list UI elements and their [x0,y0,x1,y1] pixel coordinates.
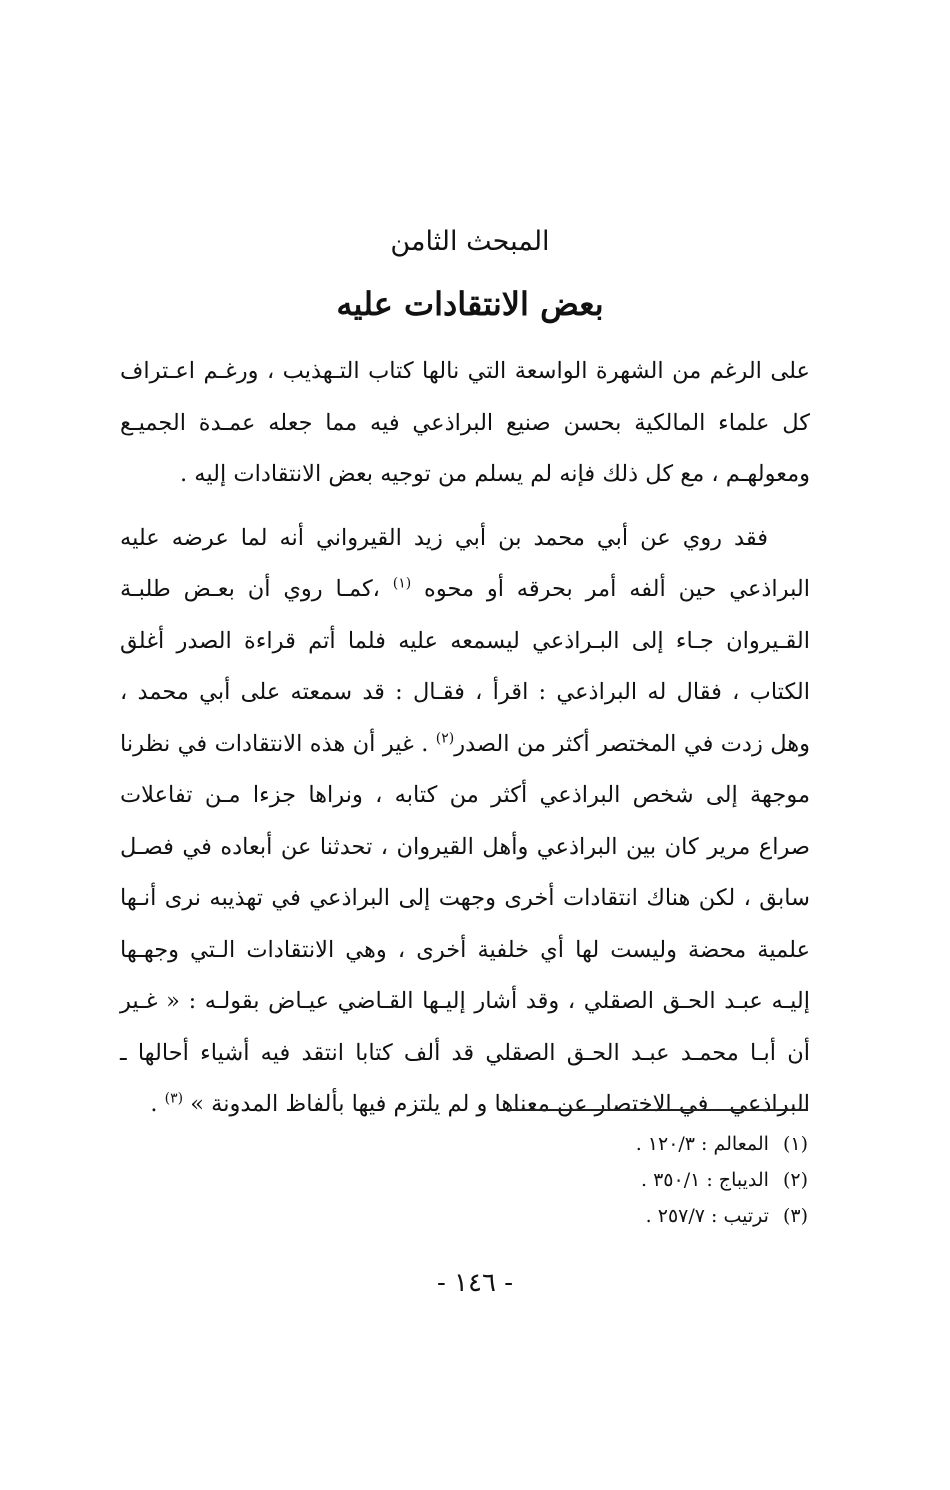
paragraph-1: على الرغم من الشهرة الواسعة التي نالها كتاب التـهذيب ، ورغـم اعـتراف كل علماء المالكية بحسن صنيع البراذعي فيه مما جعله عمـدة الجميـع ومعولهـم ، مع كل ذلك فإنه لم يسلم من توجيه بعض الانتقادات إليه . [120,358,810,487]
page-number: - ١٤٦ - [436,1268,514,1298]
footnote-text: المعالم : ١٢٠/٣ . [635,1133,769,1155]
footnote-number: (٢) [782,1169,808,1191]
body-text [120,346,810,1131]
section-subtitle: بعض الانتقادات عليه [336,285,604,323]
footnote-ref-1[interactable]: (١) [392,575,412,592]
section-title: المبحث الثامن [390,226,550,257]
footnote-text: ترتيب : ٢٥٧/٧ . [645,1205,769,1227]
footnote-ref-2[interactable]: (٢) [435,730,455,746]
paragraph-2-part-4: . [150,1091,165,1117]
footnote-number: (٣) [782,1205,808,1227]
footnote-text: الديباج : ٣٥٠/١ . [641,1169,769,1191]
paragraph-2-part-1: فقد روي عن أبي محمد بن أبي زيد القيرواني أنه لما عرضه عليه البراذعي حين ألفه أمر بحرقه أو محوه [120,524,810,602]
footnote-3 [208,1198,808,1234]
paragraph-2 [120,513,810,1131]
chapter-heading [0,222,950,328]
footnotes [208,1126,808,1234]
footnote-divider [508,1109,808,1111]
footnote-number: (١) [782,1133,808,1155]
paragraph-2-part-2: ،كمـا روي أن بعـض طلبـة القـيروان جـاء إلى البـراذعي ليسمعه عليه فلما أتم قراءة الصدر أغلق الكتاب ، فقال له البراذعي : اقرأ ، فقـال : قد سمعته على أبي محمد ، وهل زدت في المختصر أكثر من الصدر [120,576,810,757]
footnote-1 [208,1126,808,1162]
footnote-ref-3[interactable]: (٣) [164,1090,184,1107]
footnote-2 [208,1162,808,1198]
paragraph-2-part-3: . غير أن هذه الانتقادات في نظرنا موجهة إلى شخص البراذعي أكثر من كتابه ، ونراها جزءا مـن تفاعلات صراع مرير كان بين البراذعي وأهل القيروان ، تحدثنا عن أبعاده في فصـل سابق ، لكن هناك انتقادات أخرى وجهت إلى البراذعي في تهذيبه نرى أنـها علمية محضة وليست لها أي خلفية أخرى ، وهي الانتقادات الـتي وجهـها إليـه عبـد الحـق الصقلي ، وقد أشار إليـها القـاضي عيـاض بقولـه : « غـير أن أبـا محمـد عبـد الحـق الصقلي قد ألف كتابا انتقد فيه أشياء أحالها ـ البراذعي ـ في الاختصار عن معناها و لم يلتزم فيها بألفاظ المدونة » [120,730,811,1117]
